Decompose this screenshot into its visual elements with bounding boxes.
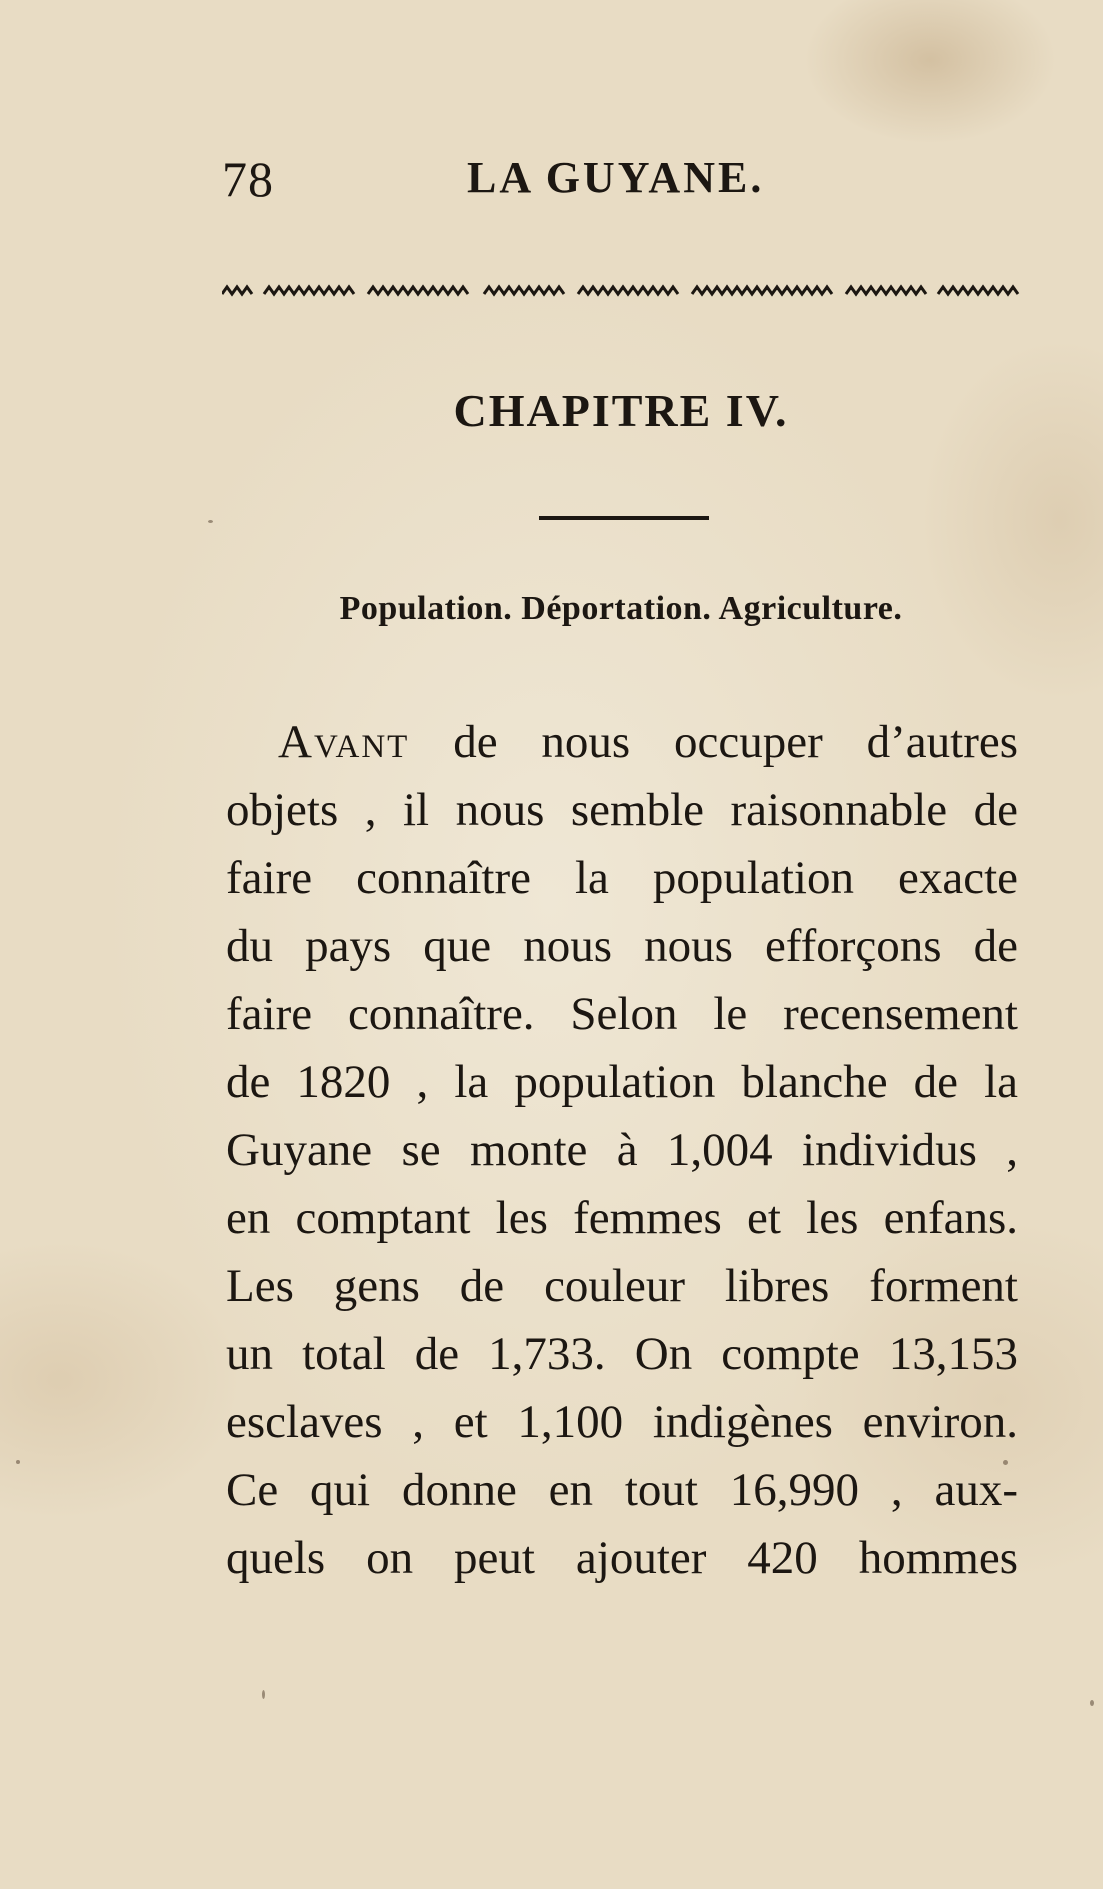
paper-speck xyxy=(1003,1460,1008,1465)
running-head xyxy=(222,150,1082,210)
chapter-subtitle: Population. Déportation. Agriculture. xyxy=(339,590,903,627)
page-number: 78 xyxy=(222,151,274,207)
text-line: en comptant les femmes et les enfans. xyxy=(226,1192,1018,1244)
text-line: Ce qui donne en tout 16,990 , aux- xyxy=(226,1464,1018,1516)
text-line: quels on peut ajouter 420 hommes xyxy=(226,1532,1018,1584)
text-line: objets , il nous semble raisonnable de xyxy=(226,784,1018,836)
paper-speck xyxy=(262,1690,265,1699)
chapter-heading: CHAPITRE IV. xyxy=(453,385,789,436)
lead-word: Avant xyxy=(278,716,410,768)
paper-speck xyxy=(1090,1700,1094,1706)
body-text xyxy=(226,708,1018,1592)
text-line: Les gens de couleur libres forment xyxy=(226,1260,1018,1312)
text-line: Guyane se monte à 1,004 individus , xyxy=(226,1124,1018,1176)
text-line: un total de 1,733. On compte 13,153 xyxy=(226,1328,1018,1380)
text-line-content: de nous occuper d’autres xyxy=(409,716,1018,768)
text-line xyxy=(226,708,1018,776)
paper-speck xyxy=(208,520,213,523)
ornamental-rule xyxy=(222,284,1020,298)
text-line: faire connaître la population exacte xyxy=(226,852,1018,904)
text-line: esclaves , et 1,100 indigènes environ. xyxy=(226,1396,1018,1448)
text-line: de 1820 , la population blanche de la xyxy=(226,1056,1018,1108)
text-line: faire connaître. Selon le recensement xyxy=(226,988,1018,1040)
text-line: du pays que nous nous efforçons de xyxy=(226,920,1018,972)
chapter-rule xyxy=(539,516,709,520)
running-title: LA GUYANE. xyxy=(467,153,765,202)
paper-speck xyxy=(16,1460,20,1464)
